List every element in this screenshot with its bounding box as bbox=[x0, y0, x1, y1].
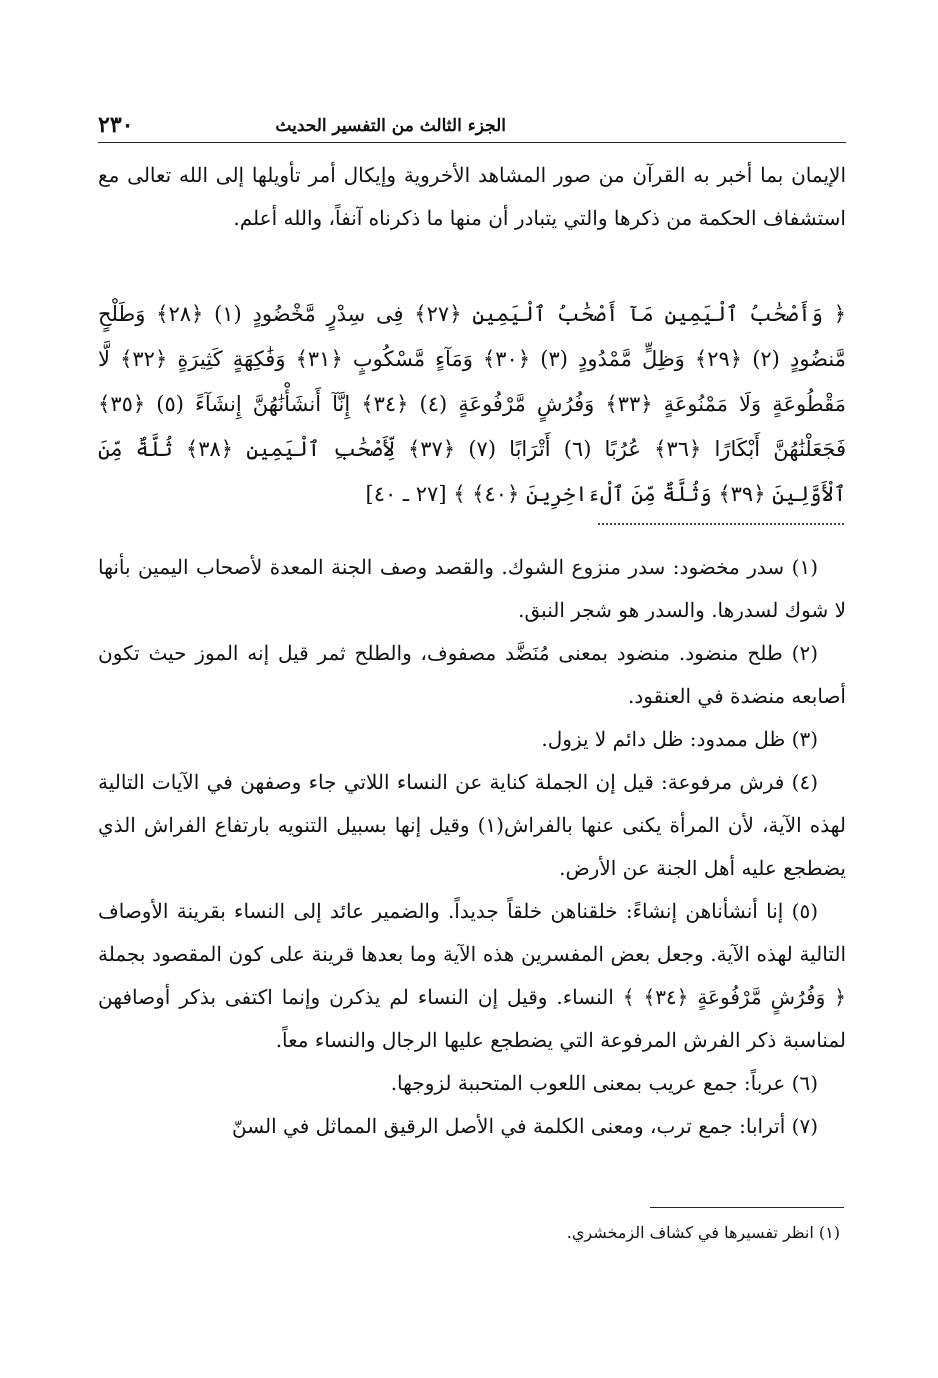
note-6: (٦) عرباً: جمع عريب بمعنى اللعوب المتحببة لزوجها. bbox=[390, 1071, 818, 1095]
explanatory-notes bbox=[98, 546, 846, 1148]
note-3: (٣) ظل ممدود: ظل دائم لا يزول. bbox=[541, 727, 818, 751]
running-header-title: الجزء الثالث من التفسير الحديث bbox=[275, 116, 506, 136]
note-2: (٢) طلح منضود. منضود بمعنى مُنَضَّد مصفوف، والطلح ثمر قيل إنه الموز حيث تكون أصابعه منضدة في العنقود. bbox=[98, 641, 846, 708]
footnote: (١) انظر تفسيرها في كشاف الزمخشري. bbox=[566, 1223, 840, 1242]
note-1: (١) سدر مخضود: سدر منزوع الشوك. والقصد وصف الجنة المعدة لأصحاب اليمين بأنها لا شوك لسدرها. والسدر هو شجر النبق. bbox=[98, 555, 846, 622]
note-4: (٤) فرش مرفوعة: قيل إن الجملة كناية عن النساء اللاتي جاء وصفهن في الآيات التالية لهذه الآية، لأن المرأة يكنى عنها بالفراش(١) وقيل إنها بسبيل التنويه بارتفاع الفراش الذي يضطجع عليه أهل الجنة عن الأرض. bbox=[98, 770, 846, 880]
dotted-separator bbox=[598, 523, 844, 525]
quran-verses: ﴿ وَأَصْحَٰبُ ٱلْيَمِينِ مَآ أَصْحَٰبُ ٱلْيَمِينِ ﴿٢٧﴾ فِى سِدْرٍ مَّخْضُودٍ (١) ﴿٢٨﴾ وَطَلْحٍ مَّنضُودٍ (٢) ﴿٢٩﴾ وَظِلٍّ مَّمْدُودٍ (٣) ﴿٣٠﴾ وَمَآءٍ مَّسْكُوبٍ ﴿٣١﴾ وَفَٰكِهَةٍ كَثِيرَةٍ ﴿٣٢﴾ لَّا مَقْطُوعَةٍ وَلَا مَمْنُوعَةٍ ﴿٣٣﴾ وَفُرُشٍ مَّرْفُوعَةٍ (٤) ﴿٣٤﴾ إِنَّآ أَنشَأْنَٰهُنَّ إِنشَآءً (٥) ﴿٣٥﴾ فَجَعَلْنَٰهُنَّ أَبْكَارًا ﴿٣٦﴾ عُرُبًا (٦) أَتْرَابًا (٧) ﴿٣٧﴾ لِّأَصْحَٰبِ ٱلْيَمِينِ ﴿٣٨﴾ ثُلَّةٌ مِّنَ ٱلْأَوَّلِينَ ﴿٣٩﴾ وَثُلَّةٌ مِّنَ ٱلْءَاخِرِينَ ﴿٤٠﴾ ﴾ [٢٧ ـ ٤٠] bbox=[98, 302, 846, 506]
intro-paragraph: الإيمان بما أخبر به القرآن من صور المشاهد الأخروية وإيكال أمر تأويلها إلى الله تعالى مع استشفاف الحكمة من ذكرها والتي يتبادر أن منها ما ذكرناه آنفاً، والله أعلم. bbox=[98, 163, 846, 230]
page-header bbox=[98, 112, 846, 143]
page-number: ٢٣٠ bbox=[98, 112, 134, 138]
footnote-rule bbox=[650, 1207, 844, 1208]
note-7: (٧) أترابا: جمع ترب، ومعنى الكلمة في الأصل الرقيق المماثل في السنّ bbox=[231, 1114, 818, 1138]
note-5: (٥) إنا أنشأناهن إنشاءً: خلقناهن خلقاً جديداً. والضمير عائد إلى النساء بقرينة الأوصاف التالية لهذه الآية. وجعل بعض المفسرين هذه الآية وما بعدها قرينة على كون المقصود بجملة ﴿ وَفُرُشٍ مَّرْفُوعَةٍ ﴿٣٤﴾ ﴾ النساء. وقيل إن النساء لم يذكرن وإنما اكتفى بذكر أوصافهن لمناسبة ذكر الفرش المرفوعة التي يضطجع عليها الرجال والنساء معاً. bbox=[98, 899, 846, 1052]
